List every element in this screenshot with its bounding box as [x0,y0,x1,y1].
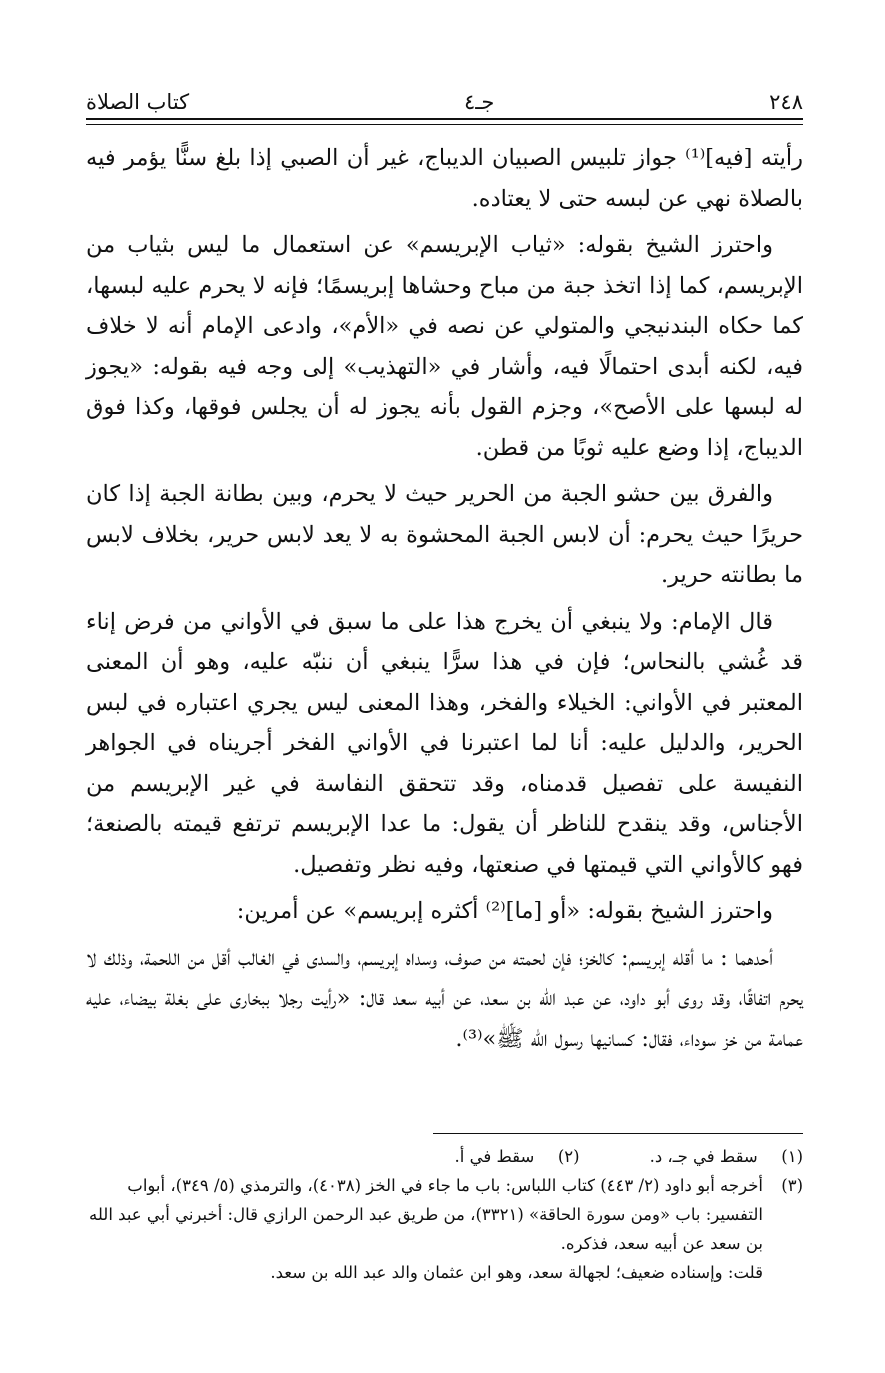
paragraph: والفرق بين حشو الجبة من الحرير حيث لا يحرم، وبين بطانة الجبة إذا كان حريرًا حيث يحرم: أن لابس الجبة المحشوة به لا يعد لابس حرير، بخلاف لابس ما بطانته حرير. [86,481,803,588]
footnote-mark: (٢) [557,1147,580,1166]
paragraph: واحترز الشيخ بقوله: «ثياب الإبريسم» عن استعمال ما ليس بثياب من الإبريسم، كما إذا اتخذ جبة من مباح وحشاها إبريسمًا؛ فإنه لا يحرم عليه لبسها، كما حكاه البندنيجي والمتولي عن نصه في «الأم»، وادعى الإمام أنه لا خلاف فيه، لكنه أبدى احتمالًا فيه، وأشار في «التهذيب» إلى وجه فيه بقوله: «يجوز له لبسها على الأصح»، وجزم القول بأنه يجوز له أن يجلس فوقها، وكذا فوق الديباج، إذا وضع عليه ثوبًا من قطن. [86,232,803,461]
footnotes [86,1142,803,1287]
footnote-rule [433,1133,803,1134]
footnote-row [86,1171,803,1258]
paragraph: واحترز الشيخ بقوله: «أو [ما]⁽²⁾ أكثره إبريسم» عن أمرين: [236,898,773,924]
book-title: كتاب الصلاة [86,90,190,114]
footnote-note: قلت: وإسناده ضعيف؛ لجهالة سعد، وهو ابن عثمان والد عبد الله بن سعد. [270,1263,763,1282]
main-text [86,138,803,1065]
paragraph: قال الإمام: ولا ينبغي أن يخرج هذا على ما سبق في الأواني من فرض إناء قد غُشي بالنحاس؛ فإن في هذا سرًّا ينبغي أن ننبّه عليه، وهو أن المعنى المعتبر في الأواني: الخيلاء والفخر، وهذا المعنى ليس يجري اعتباره في لبس الحرير، والدليل عليه: أنا لما اعتبرنا في الأواني الفخر أجريناه في الجواهر النفيسة على تفصيل قدمناه، وقد تتحقق النفاسة في غير الإبريسم من الأجناس، وقد ينقدح للناظر أن يقول: ما عدا الإبريسم ترتفع قيمته بالصنعة؛ فهو كالأواني التي قيمتها في صنعتها، وفيه نظر وتفصيل. [86,608,803,878]
volume-label: جـ٤ [463,90,495,114]
footnote-text: سقط في أ. [454,1147,535,1166]
running-header [86,76,803,114]
footnote-row [86,1142,803,1171]
footnote-mark: (١) [781,1147,803,1166]
footnote-text: أخرجه أبو داود (٢/ ٤٤٣) كتاب اللباس: باب ما جاء في الخز (٤٠٣٨)، والترمذي (٥/ ٣٤٩)، أبواب التفسير: باب «ومن سورة الحاقة» (٣٣٢١)، من طريق عبد الرحمن الرازي قال: أخبرني أبي عبد الله بن سعد عن أبيه سعد، فذكره. [89,1176,763,1253]
footnote-text: سقط في جـ، د. [649,1147,758,1166]
paragraph: أحدهما : ما أقله إبريسم: كالخز؛ فإن لحمته من صوف، وسداه إبريسم، والسدى في الغالب أقل من اللحمة، وذلك لا يحرم اتفاقًا، وقد روى أبو داود، عن عبد الله بن سعد، عن أبيه سعد قال: «رأيت رجلا ببخارى على بغلة بيضاء، عليه عمامة من خز سوداء، فقال: كسانيها رسول الله ﷺ»⁽³⁾. [86,944,803,1052]
page-number: ٢٤٨ [769,90,803,114]
header-rule [86,118,803,125]
paragraph: رأيته [فيه]⁽¹⁾ جواز تلبيس الصبيان الديباج، غير أن الصبي إذا بلغ سنًّا يؤمر فيه بالصلاة نهي عن لبسه حتى لا يعتاده. [86,145,803,212]
footnote-mark: (٣) [781,1176,803,1195]
